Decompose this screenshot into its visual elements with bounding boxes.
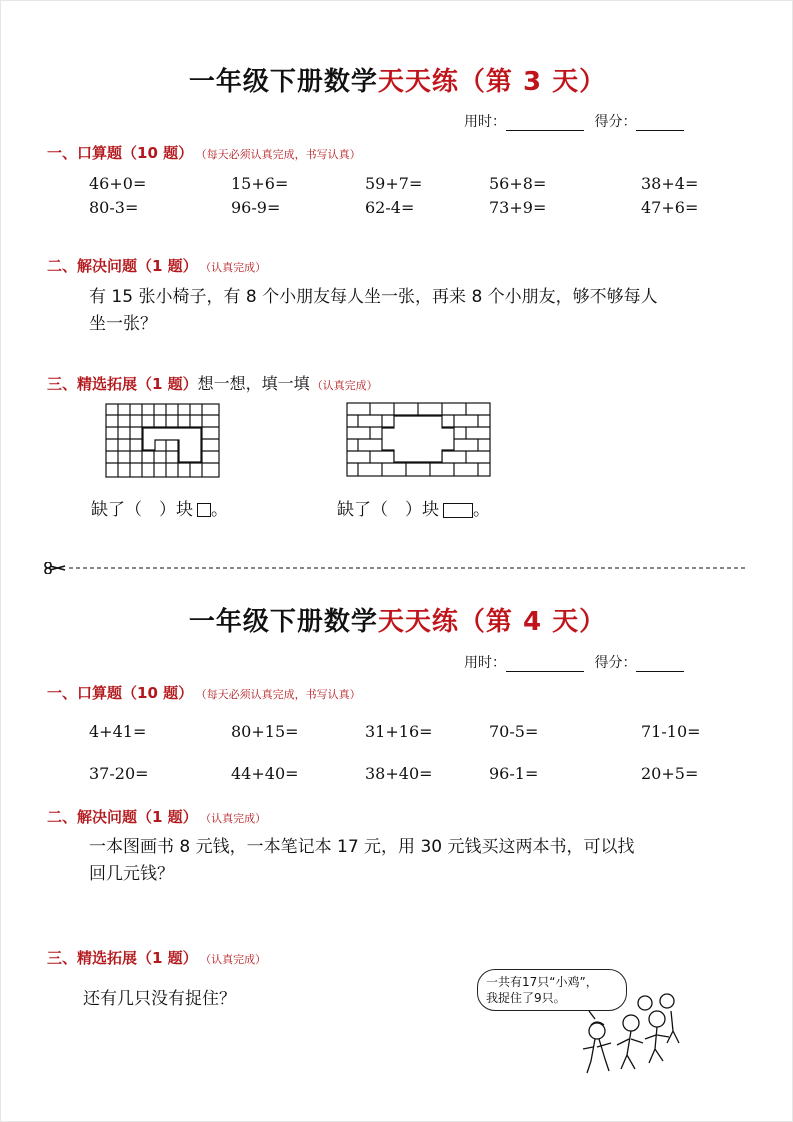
small-square-icon [197, 503, 211, 517]
children-illustration [561, 991, 691, 1081]
scissors-icon [45, 562, 65, 574]
day4-time-score: 用时： 得分： [464, 652, 684, 672]
score-blank[interactable] [636, 657, 684, 672]
day4-title: 一年级下册数学天天练（第 4 天） [188, 607, 607, 637]
day3-section1-heading: 一、口算题（10 题） （每天必须认真完成，书写认真） [47, 144, 361, 162]
worksheet-page: 一年级下册数学天天练（第 3 天） 用时： 得分： 一、口算题（10 题） （每天必须认真完成，书写认真） 46+0= 15+6= 59+7= 56+8= 38+4= 80-3= 96-9= 62-4= 73+9= 47+6= 二、解决问题（1 题） （认真完成） 有 15 张小椅子，有 8 个小朋友每人坐一张，再来 8 个小朋友，够不够每人 坐一张？ 三、精选拓展（1 题）想一想，填一填 （认真完成） 缺了（ ）块 。 缺了（ ）块 。 一年级下册数学天天练（第 4 天） 用时： 得分： 一、口算题（10 题） （每天必须认真完成，书写认真） 4+41= 80+15= 31+16= 70-5= 71-10= 37-20= 44+40= 38+40= 96-1= 20+5= 二、解决问题（1 题） （认真完成） 一本图画书 8 元钱，一本笔记本 17 元，用 30 元钱买这两本书，可以找 回几元钱？ 三、精选拓展（1 题） （认真完成） 还有几只没有捉住？ 一共有17只“小鸡”， 我捉住了9只。 [0, 0, 793, 1122]
time-blank[interactable] [506, 116, 584, 131]
brick-missing-count: 缺了（ ）块 。 [337, 500, 490, 520]
cut-line [43, 562, 748, 574]
day4-word-problem: 一本图画书 8 元钱，一本笔记本 17 元，用 30 元钱买这两本书，可以找 回几元钱？ [89, 837, 635, 884]
brick-wall-figure [346, 402, 492, 478]
day3-word-problem: 有 15 张小椅子，有 8 个小朋友每人坐一张，再来 8 个小朋友，够不够每人 坐一张？ [89, 287, 658, 334]
square-grid-figure [105, 403, 221, 479]
day4-section2-heading: 二、解决问题（1 题） （认真完成） [47, 808, 267, 826]
day3-title: 一年级下册数学天天练（第 3 天） [188, 67, 607, 97]
day3-time-score: 用时： 得分： [464, 111, 684, 131]
grid-missing-count: 缺了（ ）块 。 [91, 500, 228, 520]
speech-bubble: 一共有17只“小鸡”， 我捉住了9只。 [477, 969, 627, 1011]
day3-section3-heading: 三、精选拓展（1 题）想一想，填一填 （认真完成） [47, 374, 378, 393]
brick-rect-icon [443, 503, 473, 518]
score-blank[interactable] [636, 116, 684, 131]
day3-section2-heading: 二、解决问题（1 题） （认真完成） [47, 257, 267, 275]
day4-question: 还有几只没有捉住？ [83, 989, 236, 1009]
day4-section3-heading: 三、精选拓展（1 题） （认真完成） [47, 949, 267, 967]
day4-section1-heading: 一、口算题（10 题） （每天必须认真完成，书写认真） [47, 684, 361, 702]
time-blank[interactable] [506, 657, 584, 672]
